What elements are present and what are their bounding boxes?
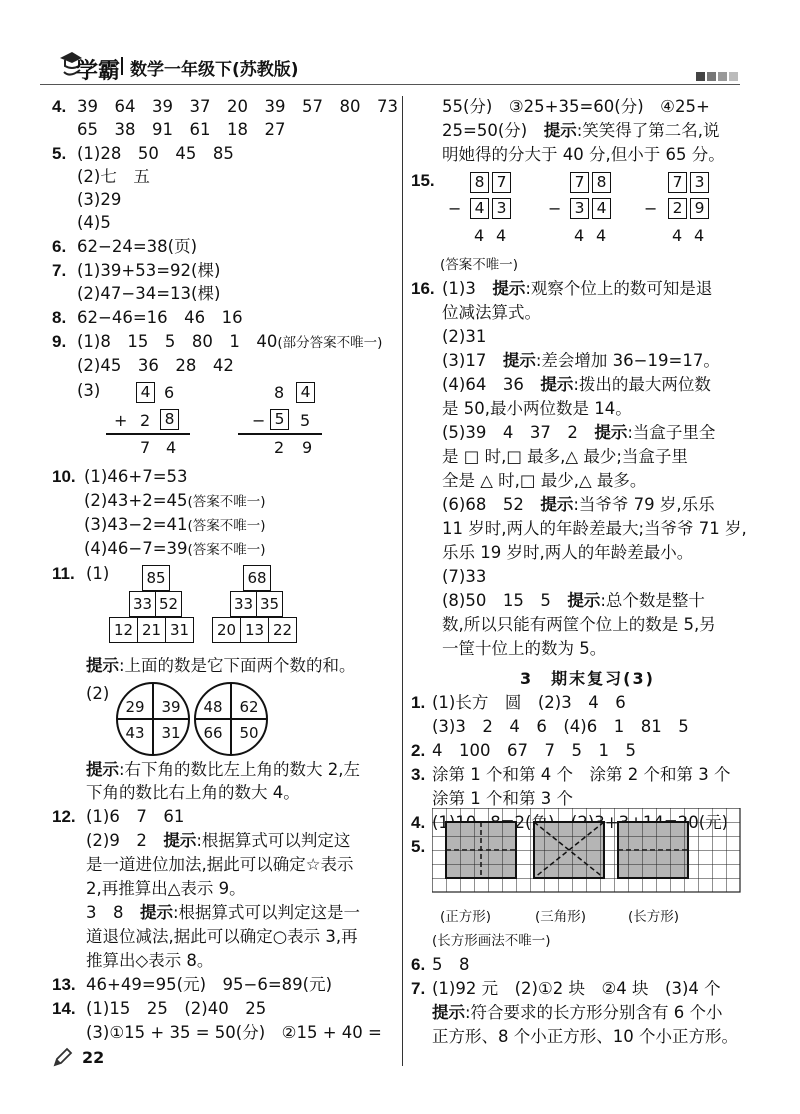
q12-line6: 道退位减法,据此可以确定○表示 3,再 — [86, 927, 358, 946]
calc-digit: 7 — [570, 172, 589, 193]
q16-line5: (4)64 36 提示:拨出的最大两位数 — [442, 375, 711, 394]
q5-number: 5. — [52, 144, 67, 163]
q11-part2: (2) — [86, 684, 110, 703]
q6-line1: 62−24=38(页) — [77, 237, 198, 256]
calc-digit: 3 — [492, 198, 511, 219]
calc-operator: − — [448, 199, 462, 218]
circle-number: 29 — [125, 698, 145, 716]
calc-digit: 7 — [140, 438, 151, 457]
q14-cont-line2: 25=50(分) 提示:笑笑得了第二名,说 — [442, 121, 720, 140]
q12-line1: (1)6 7 61 — [86, 807, 185, 826]
s1-line1: (1)长方 圆 (2)3 4 6 — [432, 693, 626, 712]
q16-number: 16. — [411, 279, 435, 298]
number-pyramid-1 — [109, 565, 199, 645]
q12-line4: 2,再推算出△表示 9。 — [86, 879, 246, 898]
calc-digit: 8 — [470, 172, 489, 193]
q16-line9: 全是 △ 时,□ 最少,△ 最多。 — [442, 471, 647, 490]
header-divider — [121, 57, 123, 75]
header-squares — [696, 66, 738, 85]
q11-hint1: 提示:上面的数是它下面两个数的和。 — [86, 656, 356, 675]
q7-line1: (1)39+53=92(棵) — [77, 261, 221, 280]
pyramid-cell: 33 — [230, 591, 257, 617]
q6-number: 6. — [52, 237, 67, 256]
q8-number: 8. — [52, 308, 67, 327]
pyramid-cell: 20 — [212, 617, 241, 643]
q5-line4: (4)5 — [77, 213, 111, 232]
header-logo — [58, 48, 120, 82]
q16-line15: 数,所以只能有两筐个位上的数是 5,另 — [442, 615, 716, 634]
q12-number: 12. — [52, 807, 76, 826]
q16-line12: 乐乐 19 岁时,两人的年龄差最小。 — [442, 543, 694, 562]
q9-line3: (3) — [77, 381, 101, 400]
q4-line2: 65 38 91 61 18 27 — [77, 120, 286, 139]
pyramid-cell: 12 — [109, 617, 138, 643]
pyramid-cell: 31 — [165, 617, 194, 643]
calc-digit: 3 — [690, 172, 709, 193]
calc-digit: 8 — [274, 383, 285, 402]
shape-label-square: (正方形) — [440, 909, 492, 925]
calc-digit: 4 — [474, 226, 485, 245]
s7-line3: 正方形、8 个小正方形、10 个小正方形。 — [432, 1027, 738, 1046]
q9-calc-b — [238, 382, 338, 460]
q16-line14: (8)50 15 5 提示:总个数是整十 — [442, 591, 705, 610]
q15-number: 15. — [411, 171, 435, 190]
pyramid-cell: 52 — [155, 591, 182, 617]
q11-hint2-line1: 提示:右下角的数比左上角的数大 2,左 — [86, 760, 361, 779]
q14-number: 14. — [52, 999, 76, 1018]
q12-line2: (2)9 2 提示:根据算式可以判定这 — [86, 831, 351, 850]
shape-label-triangle: (三角形) — [535, 909, 587, 925]
calc-digit: 3 — [570, 198, 589, 219]
q9-line2: (2)45 36 28 42 — [77, 356, 234, 375]
number-pyramid-2 — [212, 565, 302, 645]
q9-number: 9. — [52, 332, 67, 351]
calc-operator: + — [114, 411, 128, 430]
pyramid-cell: 21 — [137, 617, 166, 643]
q15-note: (答案不唯一) — [440, 257, 519, 273]
q16-line13: (7)33 — [442, 567, 487, 586]
pyramid-cell: 33 — [129, 591, 156, 617]
q16-line16: 一筐十位上的数为 5。 — [442, 639, 607, 658]
calc-digit: 7 — [668, 172, 687, 193]
calc-digit: 6 — [164, 383, 175, 402]
circle-number: 66 — [203, 724, 223, 742]
s5-number: 5. — [411, 837, 426, 856]
s3-line1: 涂第 1 个和第 4 个 涂第 2 个和第 3 个 — [432, 765, 731, 784]
q15-calc-3 — [642, 172, 722, 248]
circle-number: 50 — [239, 724, 259, 742]
s2-number: 2. — [411, 741, 426, 760]
calc-digit: 2 — [140, 411, 151, 430]
q9-calc-a — [100, 382, 200, 460]
calc-digit: 2 — [274, 438, 285, 457]
s3-line2: 涂第 1 个和第 3 个 — [432, 789, 573, 808]
calc-digit: 8 — [160, 409, 179, 430]
q14-line1: (1)15 25 (2)40 25 — [86, 999, 267, 1018]
shape-label-rectangle: (长方形) — [628, 909, 680, 925]
s6-number: 6. — [411, 955, 426, 974]
q8-line1: 62−46=16 46 16 — [77, 308, 243, 327]
pyramid-top: 85 — [142, 565, 170, 591]
q4-line1: 39 64 39 37 20 39 57 80 73 — [77, 97, 398, 116]
calc-digit: 4 — [470, 198, 489, 219]
s1-line2: (3)3 2 4 6 (4)6 1 81 5 — [432, 717, 689, 736]
calc-digit: 4 — [136, 382, 155, 403]
q16-line6: 是 50,最小两位数是 14。 — [442, 399, 632, 418]
q13-line1: 46+49=95(元) 95−6=89(元) — [86, 975, 333, 994]
calc-digit: 4 — [672, 226, 683, 245]
q4-number: 4. — [52, 97, 67, 116]
pyramid-cell: 13 — [240, 617, 269, 643]
calc-digit: 9 — [302, 438, 313, 457]
calc-digit: 9 — [690, 198, 709, 219]
calc-digit: 2 — [668, 198, 687, 219]
q16-line11: 11 岁时,两人的年龄差最大;当爷爷 71 岁, — [442, 519, 747, 538]
s4-number: 4. — [411, 813, 426, 832]
q10-line2: (2)43+2=45(答案不唯一) — [84, 491, 266, 510]
calc-digit: 4 — [596, 226, 607, 245]
s2-line1: 4 100 67 7 5 1 5 — [432, 741, 636, 760]
q10-line4: (4)46−7=39(答案不唯一) — [84, 539, 266, 558]
q12-line5: 3 8 提示:根据算式可以判定这是一 — [86, 903, 361, 922]
circle-number: 43 — [125, 724, 145, 742]
column-divider — [402, 96, 403, 1066]
calc-operator: − — [644, 199, 658, 218]
q16-line4: (3)17 提示:差会增加 36−19=17。 — [442, 351, 720, 370]
book-title: 数学一年级下(苏教版) — [130, 60, 299, 80]
s1-number: 1. — [411, 693, 426, 712]
number-circle-1 — [116, 682, 190, 756]
q11-part1: (1) — [86, 564, 110, 583]
calc-digit: 5 — [270, 409, 289, 430]
pencil-icon — [52, 1046, 74, 1068]
q5-line2: (2)七 五 — [77, 167, 150, 186]
section-title: 3 期末复习(3) — [520, 669, 655, 688]
calc-operator: − — [548, 199, 562, 218]
circle-number: 39 — [161, 698, 181, 716]
q9-line1: (1)8 15 5 80 1 40(部分答案不唯一) — [77, 332, 383, 351]
header-rule — [40, 84, 740, 85]
calc-digit: 4 — [592, 198, 611, 219]
calc-digit: 4 — [574, 226, 585, 245]
q5-line3: (3)29 — [77, 190, 122, 209]
q14-cont-line3: 明她得的分大于 40 分,但小于 65 分。 — [442, 145, 725, 164]
q14-line2: (3)①15 + 35 = 50(分) ②15 + 40 = — [86, 1023, 382, 1042]
q16-line2: 位减法算式。 — [442, 303, 541, 322]
q14-cont-line1: 55(分) ③25+35=60(分) ④25+ — [442, 97, 710, 116]
s3-number: 3. — [411, 765, 426, 784]
calc-digit: 7 — [492, 172, 511, 193]
pyramid-cell: 22 — [268, 617, 297, 643]
q7-number: 7. — [52, 261, 67, 280]
calc-digit: 4 — [694, 226, 705, 245]
q5-line1: (1)28 50 45 85 — [77, 144, 234, 163]
pyramid-top: 68 — [243, 565, 271, 591]
q10-line3: (3)43−2=41(答案不唯一) — [84, 515, 266, 534]
s7-line1: (1)92 元 (2)①2 块 ②4 块 (3)4 个 — [432, 979, 721, 998]
s7-number: 7. — [411, 979, 426, 998]
q15-calc-1 — [446, 172, 526, 248]
q10-number: 10. — [52, 467, 76, 486]
q11-hint2-line2: 下角的数比右上角的数大 4。 — [86, 783, 300, 802]
q7-line2: (2)47−34=13(棵) — [77, 284, 221, 303]
circle-number: 31 — [161, 724, 181, 742]
q16-line7: (5)39 4 37 2 提示:当盒子里全 — [442, 423, 716, 442]
calc-operator: − — [252, 411, 266, 430]
calc-digit: 5 — [300, 411, 311, 430]
shape-grid-figure — [432, 808, 748, 894]
calc-digit: 4 — [296, 382, 315, 403]
q16-line8: 是 □ 时,□ 最多,△ 最少;当盒子里 — [442, 447, 688, 466]
circle-number: 48 — [203, 698, 223, 716]
q16-line10: (6)68 52 提示:当爷爷 79 岁,乐乐 — [442, 495, 715, 514]
q15-calc-2 — [546, 172, 626, 248]
q12-line3: 是一道进位加法,据此可以确定☆表示 — [86, 855, 354, 874]
s5-note: (长方形画法不唯一) — [432, 933, 551, 949]
s6-line1: 5 8 — [432, 955, 470, 974]
number-circle-2 — [194, 682, 268, 756]
circle-number: 62 — [239, 698, 259, 716]
q16-line1: (1)3 提示:观察个位上的数可知是退 — [442, 279, 713, 298]
page-number: 22 — [82, 1048, 105, 1067]
calc-digit: 4 — [166, 438, 177, 457]
brand-name: 学霸 — [76, 59, 121, 84]
calc-digit: 8 — [592, 172, 611, 193]
q10-line1: (1)46+7=53 — [84, 467, 188, 486]
q12-line7: 推算出◇表示 8。 — [86, 951, 214, 970]
q16-line3: (2)31 — [442, 327, 487, 346]
calc-digit: 4 — [496, 226, 507, 245]
q11-number: 11. — [52, 564, 75, 583]
q13-number: 13. — [52, 975, 76, 994]
pyramid-cell: 35 — [256, 591, 283, 617]
s7-line2: 提示:符合要求的长方形分别含有 6 个小 — [432, 1003, 723, 1022]
